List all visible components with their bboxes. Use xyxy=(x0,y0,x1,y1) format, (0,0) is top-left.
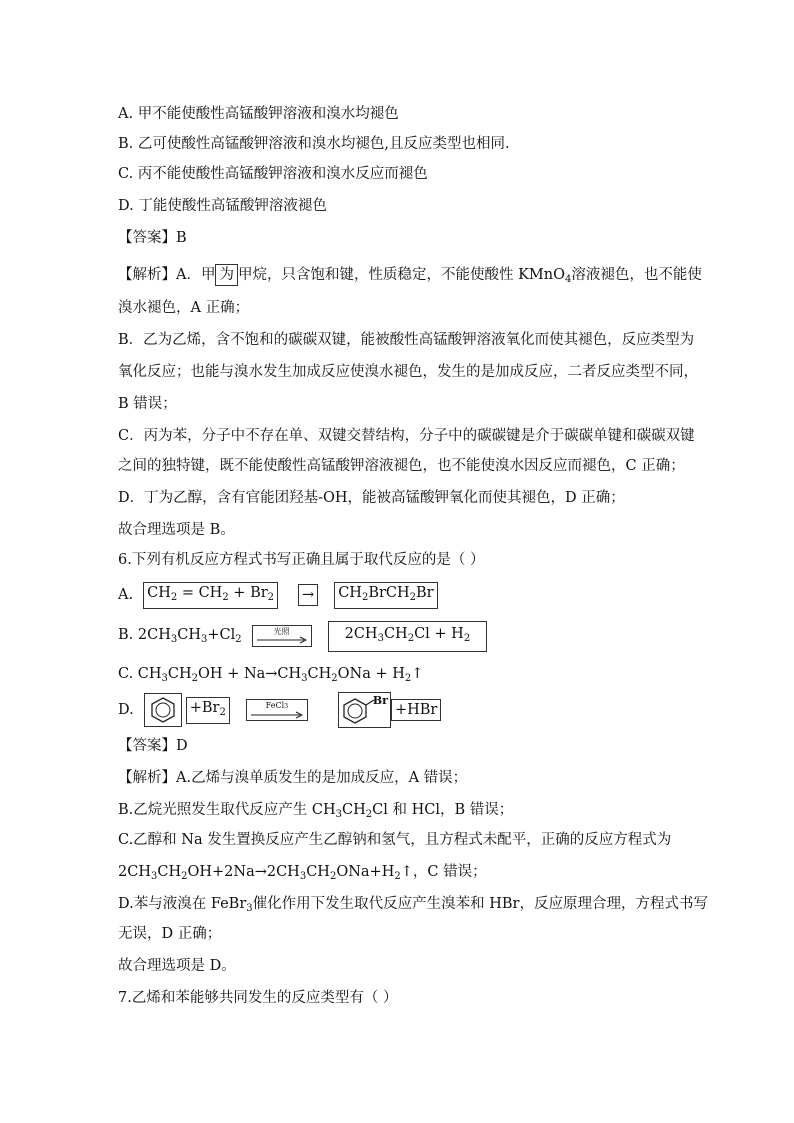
analysis-line: 溴水褪色，A 正确； xyxy=(118,300,250,316)
analysis-line: C.乙醇和 Na 发生置换反应产生乙醇钠和氢气，且方程式未配平，正确的反应方程式为 xyxy=(118,832,672,848)
option-a: A. 甲不能使酸性高锰酸钾溶液和溴水均褪色 xyxy=(118,106,399,122)
analysis-line: 故合理选项是 B。 xyxy=(118,522,235,538)
right-arrow-icon xyxy=(250,711,304,719)
analysis-line: C．丙为苯，分子中不存在单、双键交替结构，分子中的碳碳键是介于碳碳单键和碳碳双键 xyxy=(118,428,695,444)
eq-d-arrow: FeCl3 xyxy=(246,699,308,721)
eq-a-product: $CH_2BrCH_2Br$ xyxy=(334,582,437,609)
equation-b: B. $2CH_3CH_3+Cl_2$ 光照 $2CH_3CH_2Cl + H_2$ xyxy=(118,623,497,649)
analysis-line: B．乙为乙烯，含不饱和的碳碳双键，能被酸性高锰酸钾溶液氧化而使其褪色，反应类型为 xyxy=(118,332,695,348)
highlight-box: 为 xyxy=(215,264,238,286)
option-d: D. 丁能使酸性高锰酸钾溶液褪色 xyxy=(118,198,327,214)
right-arrow-icon xyxy=(256,636,308,644)
analysis-line: 【解析】A.乙烯与溴单质发生的是加成反应，A 错误； xyxy=(118,770,468,786)
equation-a: A. $CH_2 = CH_2 + Br_2$ → $CH_2BrCH_2Br$ xyxy=(118,582,448,608)
question-7: 7.乙烯和苯能够共同发生的反应类型有（ ） xyxy=(118,990,398,1006)
equation-d: D. $+Br_2$ FeCl3 Br +HBr xyxy=(118,692,451,728)
analysis-line: B 错误； xyxy=(118,396,177,412)
eq-a-arrow: → xyxy=(298,584,318,606)
option-c: C. 丙不能使酸性高锰酸钾溶液和溴水反应而褪色 xyxy=(118,166,428,182)
eq-b-product: $2CH_3CH_2Cl + H_2$ xyxy=(328,621,488,652)
answer-5: 【答案】B xyxy=(118,230,187,246)
question-6: 6.下列有机反应方程式书写正确且属于取代反应的是（ ） xyxy=(118,552,485,568)
analysis-line: B.乙烷光照发生取代反应产生 $CH_3CH_2Cl$ 和 HCl，B 错误； xyxy=(118,802,514,820)
answer-6: 【答案】D xyxy=(118,738,188,754)
analysis-line: 无误，D 正确； xyxy=(118,926,222,942)
analysis-line: D.苯与液溴在 FeBr$_3$催化作用下发生取代反应产生溴苯和 HBr，反应原理合理，方程式书写 xyxy=(118,896,708,914)
analysis-line: D．丁为乙醇，含有官能团羟基-OH，能被高锰酸钾氧化而使其褪色，D 正确； xyxy=(118,490,625,506)
analysis-line: 之间的独特键，既不能使酸性高锰酸钾溶液褪色，也不能使溴水因反应而褪色，C 正确； xyxy=(118,458,685,474)
equation-c: C. $CH_3CH_2OH + Na\to CH_3CH_2ONa$ + $H_2↑$ xyxy=(118,666,424,684)
analysis-line: 故合理选项是 D。 xyxy=(118,958,236,974)
analysis-line: $2CH_3CH_2OH+2Na\to 2CH_3CH_2ONa+H_2↑$，C 错误； xyxy=(118,864,487,882)
option-b: B. 乙可使酸性高锰酸钾溶液和溴水均褪色,且反应类型也相同. xyxy=(118,136,510,152)
benzene-ring-icon xyxy=(341,695,375,725)
eq-a-reactants: $CH_2 = CH_2 + Br_2$ xyxy=(143,582,278,609)
benzene-reactant xyxy=(144,693,182,727)
analysis-line: 氧化反应；也能与溴水发生加成反应使溴水褪色，发生的是加成反应，二者反应类型不同， xyxy=(118,364,698,380)
analysis-line: 【解析】A．甲 为 甲烷，只含饱和键，性质稳定，不能使酸性 KMnO$_4$溶液褪色，也不能使 xyxy=(118,264,702,290)
bromobenzene-product: Br xyxy=(338,692,391,728)
benzene-ring-icon xyxy=(149,696,177,724)
eq-b-arrow: 光照 xyxy=(252,625,312,647)
